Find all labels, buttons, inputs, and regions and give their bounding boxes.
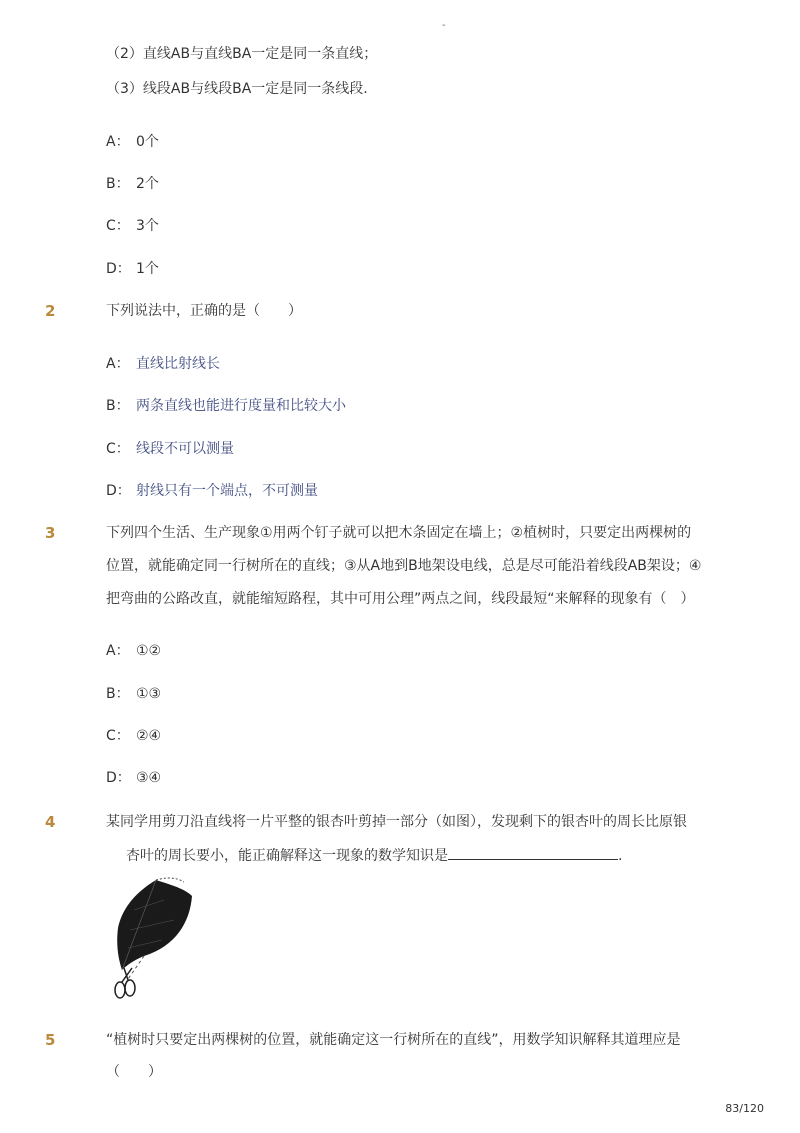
prev-option-a[interactable] <box>106 132 159 152</box>
option-letter: B： <box>106 176 130 192</box>
option-letter: A： <box>106 134 130 150</box>
option-text: 1个 <box>136 261 159 277</box>
option-letter: C： <box>106 218 130 234</box>
question-5-line-2: （ ） <box>106 1064 162 1080</box>
option-text: 线段不可以测量 <box>136 441 234 457</box>
question-3-line-3: 把弯曲的公路改直，就能缩短路程，其中可用公理”两点之间，线段最短“来解释的现象有（ ） <box>106 591 695 607</box>
statement-2: （2）直线AB与直线BA一定是同一条直线； <box>106 46 378 62</box>
q2-option-c[interactable] <box>106 439 234 459</box>
ginkgo-leaf-scissors-image <box>104 870 200 1002</box>
page-number: 83/120 <box>725 1102 764 1115</box>
question-number-5: 5 <box>45 1031 56 1049</box>
option-text: ③④ <box>136 770 162 786</box>
option-text: 射线只有一个端点，不可测量 <box>136 483 318 499</box>
question-number-3: 3 <box>45 524 56 542</box>
question-4-line-1: 某同学用剪刀沿直线将一片平整的银杏叶剪掉一部分（如图），发现剩下的银杏叶的周长比原银 <box>106 814 687 830</box>
option-text: 3个 <box>136 218 159 234</box>
option-letter: A： <box>106 356 130 372</box>
page-top-mark: - <box>442 20 446 31</box>
q3-option-c[interactable] <box>106 726 161 746</box>
question-number-2: 2 <box>45 302 56 320</box>
question-5-line-1: “植树时只要定出两棵树的位置，就能确定这一行树所在的直线”，用数学知识解释其道理应是 <box>106 1032 681 1048</box>
question-4-line-2-text: 杏叶的周长要小，能正确解释这一现象的数学知识是 <box>126 848 448 864</box>
q3-option-d[interactable] <box>106 768 161 788</box>
question-3-line-2: 位置，就能确定同一行树所在的直线；③从A地到B地架设电线，总是尽可能沿着线段AB架设；④ <box>106 558 702 574</box>
prev-option-d[interactable] <box>106 259 159 279</box>
q2-option-a[interactable] <box>106 354 220 374</box>
question-number-4: 4 <box>45 813 56 831</box>
option-letter: C： <box>106 728 130 744</box>
option-letter: A： <box>106 643 130 659</box>
question-4-line-2-end: . <box>618 848 623 864</box>
q2-option-d[interactable] <box>106 481 318 501</box>
question-4-line-2 <box>126 845 622 866</box>
option-letter: D： <box>106 483 131 499</box>
option-text: ①② <box>136 643 162 659</box>
option-letter: C： <box>106 441 130 457</box>
option-letter: D： <box>106 261 131 277</box>
q3-option-b[interactable] <box>106 684 161 704</box>
question-2-text: 下列说法中，正确的是（ ） <box>106 303 302 319</box>
option-text: ②④ <box>136 728 162 744</box>
q3-option-a[interactable] <box>106 641 161 661</box>
option-letter: B： <box>106 686 130 702</box>
option-text: 两条直线也能进行度量和比较大小 <box>136 398 346 414</box>
prev-option-b[interactable] <box>106 174 159 194</box>
option-text: 2个 <box>136 176 159 192</box>
option-letter: D： <box>106 770 131 786</box>
option-text: 0个 <box>136 134 159 150</box>
q2-option-b[interactable] <box>106 396 346 416</box>
question-3-line-1: 下列四个生活、生产现象①用两个钉子就可以把木条固定在墙上；②植树时，只要定出两棵树的 <box>106 525 692 541</box>
statement-3: （3）线段AB与线段BA一定是同一条线段. <box>106 81 368 97</box>
option-letter: B： <box>106 398 130 414</box>
answer-blank[interactable] <box>448 845 618 860</box>
prev-option-c[interactable] <box>106 216 159 236</box>
option-text: 直线比射线长 <box>136 356 220 372</box>
option-text: ①③ <box>136 686 162 702</box>
